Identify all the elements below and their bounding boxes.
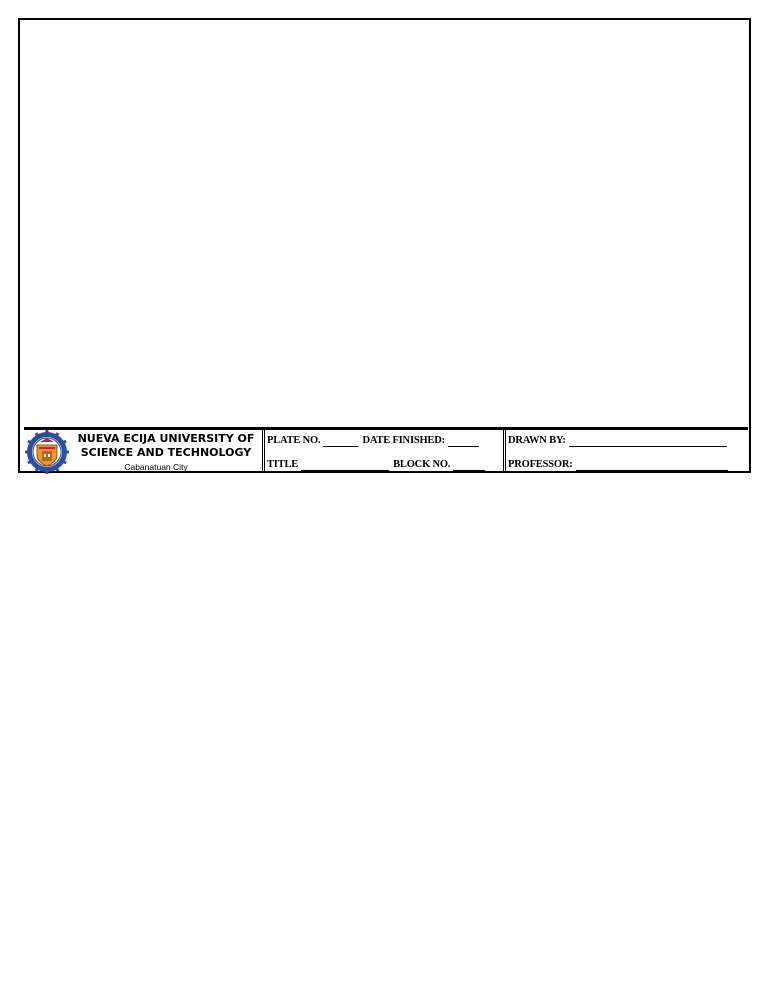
drawn-by-field[interactable] [569, 436, 727, 447]
title-label: TITLE [267, 459, 299, 470]
title-field[interactable] [301, 460, 389, 471]
date-finished-field[interactable] [448, 436, 479, 447]
professor-field[interactable] [576, 460, 728, 471]
school-name-line1: NUEVA ECIJA UNIVERSITY OF [77, 432, 255, 445]
block-no-label: BLOCK NO. [393, 459, 451, 470]
school-name [70, 432, 262, 460]
plate-info-cell [267, 430, 501, 471]
plate-no-field[interactable] [323, 436, 358, 447]
column-divider [262, 430, 265, 471]
plate-no-label: PLATE NO. [267, 435, 321, 446]
drawing-area [20, 20, 749, 427]
signature-cell [508, 430, 748, 471]
block-no-field[interactable] [453, 460, 485, 471]
school-city: Cabanatuan City [124, 462, 188, 472]
column-divider [503, 430, 506, 471]
professor-label: PROFESSOR: [508, 459, 573, 470]
drawing-sheet [18, 18, 751, 473]
drawn-by-label: DRAWN BY: [508, 435, 566, 446]
university-seal-icon [25, 430, 69, 474]
drawn-by-row [508, 435, 731, 447]
plate-row [267, 435, 483, 447]
title-row [267, 459, 489, 471]
professor-row [508, 459, 732, 471]
title-block [24, 427, 748, 471]
school-info [24, 430, 262, 471]
school-name-line2: SCIENCE AND TECHNOLOGY [80, 446, 252, 459]
date-finished-label: DATE FINISHED: [362, 435, 445, 446]
